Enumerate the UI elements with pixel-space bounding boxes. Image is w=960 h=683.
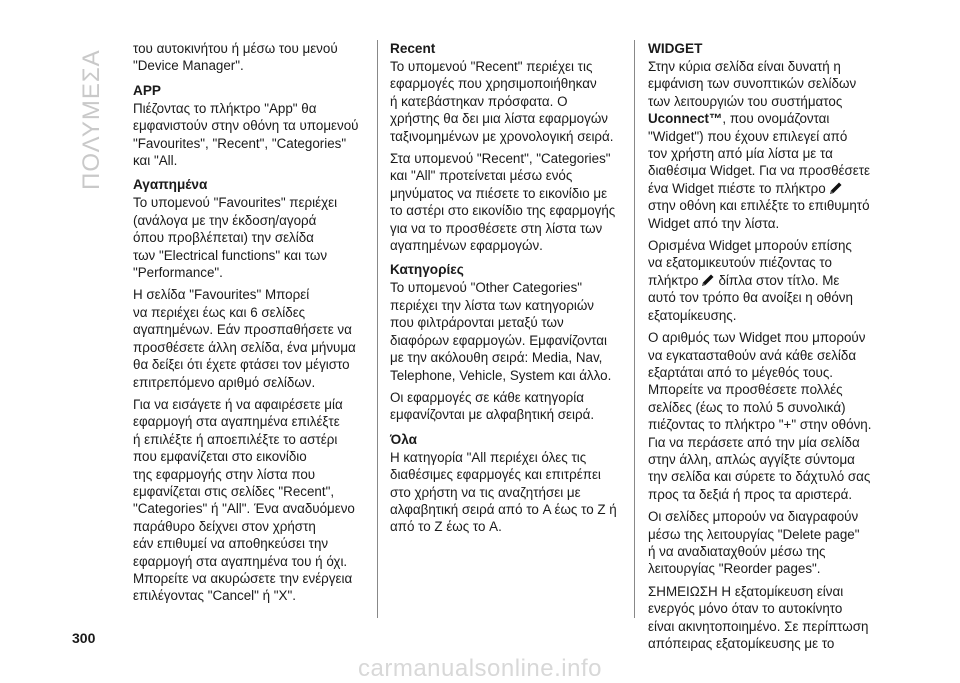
uconnect-brand: Uconnect™	[648, 111, 723, 127]
widget-p2-end: δίπλα στον τίτλο. Με αυτό τον τρόπο θα ανοίξει η οθόνη εξατομίκευσης.	[648, 272, 853, 323]
all-heading: Όλα	[390, 431, 417, 447]
section-side-title: ΠΟΛΥΜΕΣΑ	[78, 49, 105, 190]
intro-paragraph: του αυτοκινήτου ή μέσω του μενού "Device Manager".	[133, 41, 338, 74]
widget-p2-start: Ορισμένα Widget μπορούν επίσης να εξατομικευτούν πιέζοντας το πλήκτρο	[648, 238, 852, 288]
widget-paragraph-4: Οι σελίδες μπορούν να διαγραφούν μέσω της λειτουργίας "Delete page" ή να αναδιαταχθούν μέσω της λειτουργίας "Reorder pages".	[648, 509, 860, 577]
widget-paragraph-5: ΣΗΜΕΙΩΣΗ Η εξατομίκευση είναι ενεργός μόνο όταν το αυτοκίνητο είναι ακινητοποιημένο. Σε περίπτωση απόπειρας εξατομίκευσης με το	[648, 583, 869, 651]
widget-paragraph-2	[648, 237, 873, 324]
recent-paragraph-2: Στα υπομενού "Recent", "Categories" και "All" προτείνεται μέσω ενός μηνύματος να πιέσετε το εικονίδιο με το αστέρι στο εικονίδιο της εφαρμογής για να το προσθέσετε στη λίστα των αγαπημένων εφαρμογών.	[390, 151, 616, 254]
categories-paragraph-1: Το υπομενού "Other Categories" περιέχει την λίστα των κατηγοριών που φιλτράρονται μεταξύ των διαφόρων εφαρμογών. Εμφανίζονται με την ακόλουθη σειρά: Media, Nav, Telephone, Vehicle, System και άλλο.	[390, 280, 612, 383]
app-paragraph: Πιέζοντας το πλήκτρο "App" θα εμφανιστούν στην οθόνη τα υπομενού "Favourites", "Recent", "Categories" και "All.	[133, 100, 359, 169]
app-heading: APP	[133, 82, 161, 98]
recent-paragraph-1: Το υπομενού "Recent" περιέχει τις εφαρμογές που χρησιμοποιήθηκαν ή κατεβάστηκαν πρόσφατα. Ο χρήστης θα δει μια λίστα εφαρμογών ταξινομημένων με χρονολογική σειρά.	[390, 59, 614, 144]
widget-p1-start: Στην κύρια σελίδα είναι δυνατή η εμφάνιση των συνοπτικών σελίδων των λειτουργιών του συστήματος	[648, 59, 857, 109]
all-paragraph: Η κατηγορία "All περιέχει όλες τις διαθέσιμες εφαρμογές και επιτρέπει στο χρήστη να τις αναζητήσει με αλφαβητική σειρά από το A έως το Z ή από το Z έως το A.	[390, 449, 617, 535]
column-divider-1	[377, 40, 378, 618]
recent-heading: Recent	[390, 41, 436, 56]
column-1	[133, 40, 363, 610]
column-3	[648, 40, 873, 657]
favourites-paragraph-2: Η σελίδα "Favourites" Μπορεί να περιέχει έως και 6 σελίδες αγαπημένων. Εάν προσπαθήσετε να προσθέσετε άλλη σελίδα, ένα μήνυμα θα δείξει ότι έχετε φτάσει τον μέγιστο επιτρεπόμενο αριθμό σελίδων.	[133, 287, 356, 390]
pencil-icon	[700, 273, 716, 287]
categories-paragraph-2: Οι εφαρμογές σε κάθε κατηγορία εμφανίζονται με αλφαβητική σειρά.	[390, 389, 595, 423]
page-number: 300	[72, 630, 96, 646]
categories-heading: Κατηγορίες	[390, 262, 464, 278]
column-divider-2	[634, 40, 635, 618]
favourites-paragraph-1: Το υπομενού "Favourites" περιέχει (ανάλογα με την έκδοση/αγορά όπου προβλέπεται) την σελίδα των "Electrical functions" και των "Performance".	[133, 195, 338, 281]
favourites-paragraph-3: Για να εισάγετε ή να αφαιρέσετε μία εφαρμογή στα αγαπημένα επιλέξτε ή επιλέξτε ή αποεπιλέξτε το αστέρι που εμφανίζεται στο εικονίδιο της εφαρμογής στην λίστα που εμφανίζεται στις σελίδες "Recent", "Categories" ή "All". Ένα αναδυόμενο παράθυρο δείχνει στον χρήστη εάν επιθυμεί να αποθηκεύσει την εφαρμογή στα αγαπημένα του ή όχι. Μπορείτε να ακυρώσετε την ενέργεια επιλέγοντας "Cancel" ή "X".	[133, 396, 355, 604]
watermark-footer: carmanualsonline.info	[358, 655, 602, 682]
widget-paragraph-3: Ο αριθμός των Widget που μπορούν να εγκατασταθούν ανά κάθε σελίδα εξαρτάται από το μέγεθός τους. Μπορείτε να προσθέσετε πολλές σελίδες (έως το πολύ 5 συνολικά) πιέζοντας το πλήκτρο "+" στην οθόνη. Για να περάσετε από την μία σελίδα στην άλλη, απλώς αγγίξτε σύντομα την σελίδα και σύρετε το δάχτυλό σας προς τα δεξιά ή προς τα αριστερά.	[648, 330, 872, 502]
widget-p1-end: στην οθόνη και επιλέξτε το επιθυμητό Widget από την λίστα.	[648, 198, 870, 231]
favourites-heading: Αγαπημένα	[133, 177, 208, 193]
column-2	[390, 40, 625, 541]
widget-p1-middle: , που ονομάζονται "Widget") που έχουν επιλεγεί από τον χρήστη από μία λίστα με τα διαθέσιμα Widget. Για να προσθέσετε ένα Widget πιέστε το πλήκτρο	[648, 111, 870, 196]
widget-heading: WIDGET	[648, 41, 703, 56]
pencil-icon	[828, 181, 844, 195]
widget-paragraph-1	[648, 58, 873, 232]
